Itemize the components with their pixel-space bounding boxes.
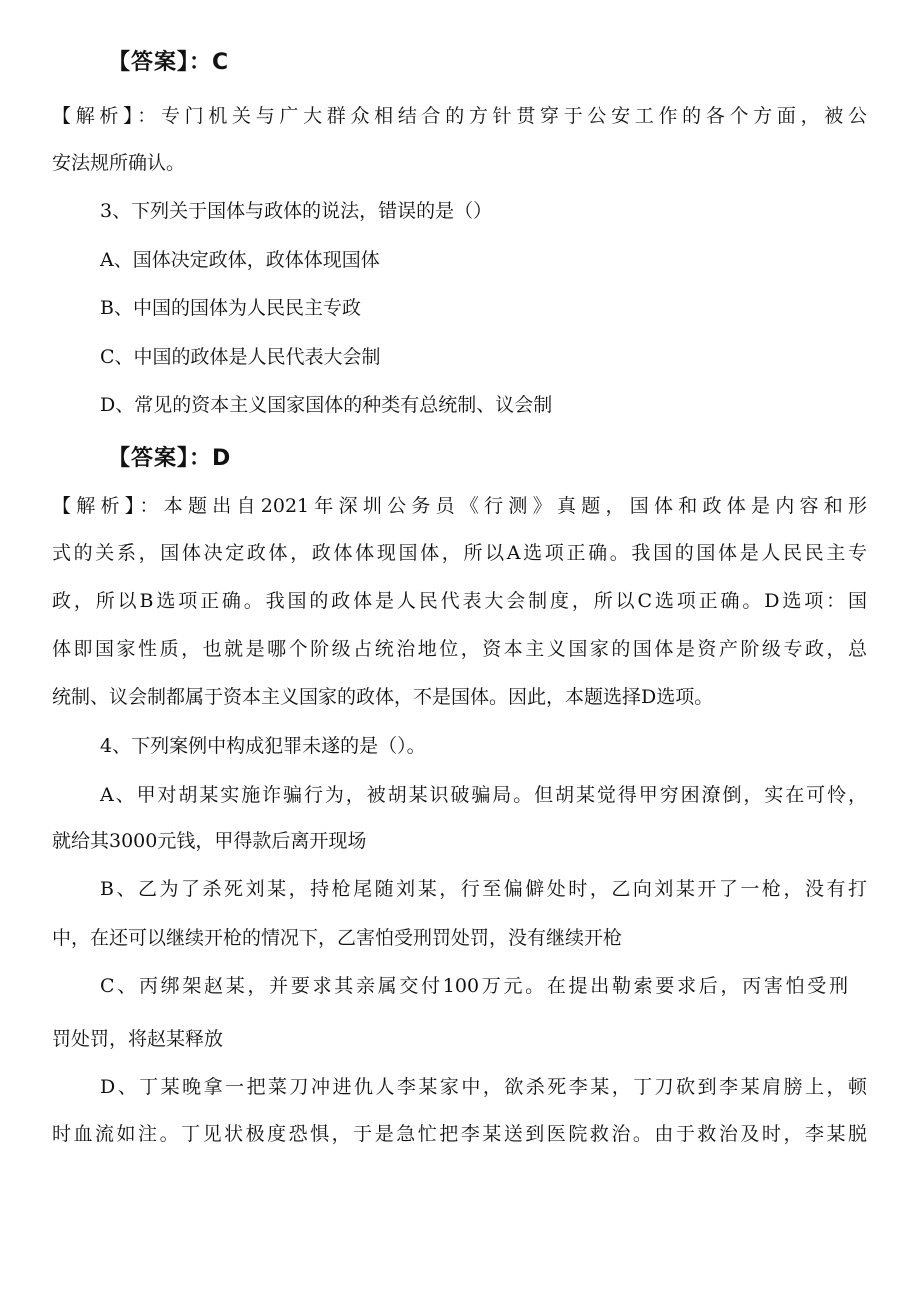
q3-option-d: D、常见的资本主义国家国体的种类有总统制、议会制 — [100, 394, 553, 416]
q3-option-b: B、中国的国体为人民民主专政 — [100, 297, 361, 319]
q3-question: 3、下列关于国体与政体的说法，错误的是（） — [100, 200, 493, 222]
q4-option-d-line-1: D、丁某晚拿一把菜刀冲进仇人李某家中，欲杀死李某，丁刀砍到李某肩膀上，顿 — [100, 1076, 867, 1098]
q3-analysis-line-3: 政，所以B选项正确。我国的政体是人民代表大会制度，所以C选项正确。D选项：国 — [52, 590, 867, 612]
q4-option-a-line-1: A、甲对胡某实施诈骗行为，被胡某识破骗局。但胡某觉得甲穷困潦倒，实在可怜， — [100, 784, 867, 806]
q4-option-b-line-2: 中，在还可以继续开枪的情况下，乙害怕受刑罚处罚，没有继续开枪 — [52, 927, 623, 949]
q3-option-a: A、国体决定政体，政体体现国体 — [100, 249, 380, 271]
q4-option-c-line-1: C、丙绑架赵某，并要求其亲属交付100万元。在提出勒索要求后，丙害怕受刑 — [100, 975, 848, 997]
q3-analysis-line-4: 体即国家性质，也就是哪个阶级占统治地位，资本主义国家的国体是资产阶级专政，总 — [52, 638, 867, 660]
q4-question: 4、下列案例中构成犯罪未遂的是（）。 — [100, 735, 426, 757]
q4-option-c-line-2: 罚处罚，将赵某释放 — [52, 1028, 224, 1050]
q3-option-c: C、中国的政体是人民代表大会制 — [100, 346, 381, 368]
q4-option-d-line-2: 时血流如注。丁见状极度恐惧，于是急忙把李某送到医院救治。由于救治及时，李某脱 — [52, 1123, 867, 1145]
q3-answer: 【答案】：D — [108, 446, 232, 471]
q2-answer: 【答案】：C — [108, 50, 230, 75]
q4-option-b-line-1: B、乙为了杀死刘某，持枪尾随刘某，行至偏僻处时，乙向刘某开了一枪，没有打 — [100, 878, 867, 900]
q3-analysis-line-1: 【解析】：本题出自2021年深圳公务员《行测》真题，国体和政体是内容和形 — [52, 495, 867, 517]
q3-analysis-line-2: 式的关系，国体决定政体，政体体现国体，所以A选项正确。我国的国体是人民民主专 — [52, 542, 867, 564]
q2-analysis-line-1: 【解析】：专门机关与广大群众相结合的方针贯穿于公安工作的各个方面，被公 — [52, 105, 867, 127]
q4-option-a-line-2: 就给其3000元钱，甲得款后离开现场 — [52, 830, 367, 852]
q2-analysis-line-2: 安法规所确认。 — [52, 152, 186, 174]
q3-analysis-line-5: 统制、议会制都属于资本主义国家的政体，不是国体。因此，本题选择D选项。 — [52, 686, 714, 708]
